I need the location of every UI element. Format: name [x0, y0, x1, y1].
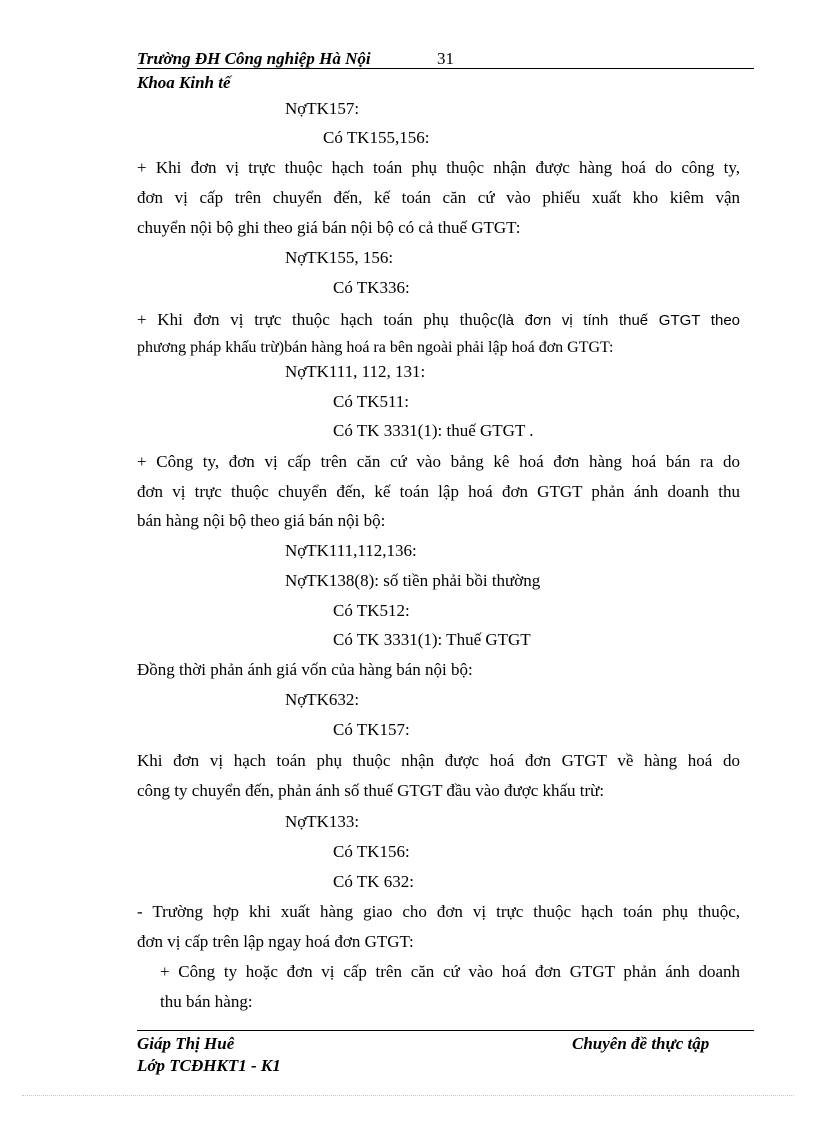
- paragraph-line: - Trường hợp khi xuất hàng giao cho đơn vị trực thuộc hạch toán phụ thuộc,: [137, 902, 740, 921]
- page-edge: [22, 1095, 794, 1096]
- page-number: 31: [437, 49, 454, 68]
- paragraph-line: [137, 310, 740, 331]
- footer-divider: [137, 1030, 754, 1031]
- paragraph-line: đơn vị trực thuộc chuyển đến, kế toán lập hoá đơn GTGT phản ánh doanh thu: [137, 482, 740, 501]
- paragraph-line: Đồng thời phản ánh giá vốn của hàng bán nội bộ:: [137, 660, 473, 679]
- paragraph-line: đơn vị cấp trên lập ngay hoá đơn GTGT:: [137, 932, 414, 951]
- page-header: [137, 50, 754, 69]
- paragraph-line: thu bán hàng:: [160, 992, 253, 1011]
- entry-credit: Có TK 632:: [333, 872, 414, 891]
- paragraph-text-small: (là đơn vị tính thuế GTGT theo: [497, 312, 741, 329]
- entry-debit: NợTK138(8): số tiền phải bồi thường: [285, 571, 541, 590]
- entry-credit: Có TK512:: [333, 601, 410, 620]
- faculty-name: Khoa Kinh tế: [137, 73, 231, 92]
- paragraph-line: + Công ty hoặc đơn vị cấp trên căn cứ vào hoá đơn GTGT phản ánh doanh: [160, 962, 740, 981]
- paragraph-line: Khi đơn vị hạch toán phụ thuộc nhận được hoá đơn GTGT về hàng hoá do: [137, 751, 740, 770]
- paragraph-text: + Khi đơn vị trực thuộc hạch toán phụ thuộc: [137, 310, 498, 329]
- entry-credit: Có TK511:: [333, 392, 410, 411]
- entry-debit: NợTK133:: [285, 812, 360, 831]
- paragraph-line: phương pháp khấu trừ)bán hàng hoá ra bên ngoài phải lập hoá đơn GTGT:: [137, 339, 614, 356]
- entry-credit: Có TK 3331(1): thuế GTGT .: [333, 421, 534, 440]
- entry-credit: Có TK155,156:: [323, 128, 430, 147]
- paragraph-line: + Công ty, đơn vị cấp trên căn cứ vào bảng kê hoá đơn hàng hoá bán ra do: [137, 452, 740, 471]
- entry-credit: Có TK336:: [333, 278, 410, 297]
- paragraph-line: bán hàng nội bộ theo giá bán nội bộ:: [137, 511, 386, 530]
- footer-report-type: Chuyên đề thực tập: [572, 1034, 710, 1053]
- paragraph-line: + Khi đơn vị trực thuộc hạch toán phụ thuộc nhận được hàng hoá do công ty,: [137, 158, 740, 177]
- entry-credit: Có TK157:: [333, 720, 410, 739]
- paragraph-line: công ty chuyển đến, phản ánh số thuế GTGT đầu vào được khấu trừ:: [137, 781, 605, 800]
- entry-credit: Có TK156:: [333, 842, 410, 861]
- entry-debit: NợTK155, 156:: [285, 248, 394, 267]
- entry-debit: NợTK632:: [285, 690, 360, 709]
- paragraph-line: đơn vị cấp trên chuyển đến, kế toán căn cứ vào phiếu xuất kho kiêm vận: [137, 188, 740, 207]
- entry-credit: Có TK 3331(1): Thuế GTGT: [333, 630, 531, 649]
- school-name: Trường ĐH Công nghiệp Hà Nội: [137, 49, 371, 68]
- paragraph-line: chuyển nội bộ ghi theo giá bán nội bộ có cả thuế GTGT:: [137, 218, 521, 237]
- footer-author: Giáp Thị Huê: [137, 1034, 235, 1053]
- entry-debit: NợTK111, 112, 131:: [285, 362, 426, 381]
- entry-debit: NợTK157:: [285, 99, 360, 118]
- footer-class: Lớp TCĐHKT1 - K1: [137, 1056, 281, 1075]
- entry-debit: NợTK111,112,136:: [285, 541, 417, 560]
